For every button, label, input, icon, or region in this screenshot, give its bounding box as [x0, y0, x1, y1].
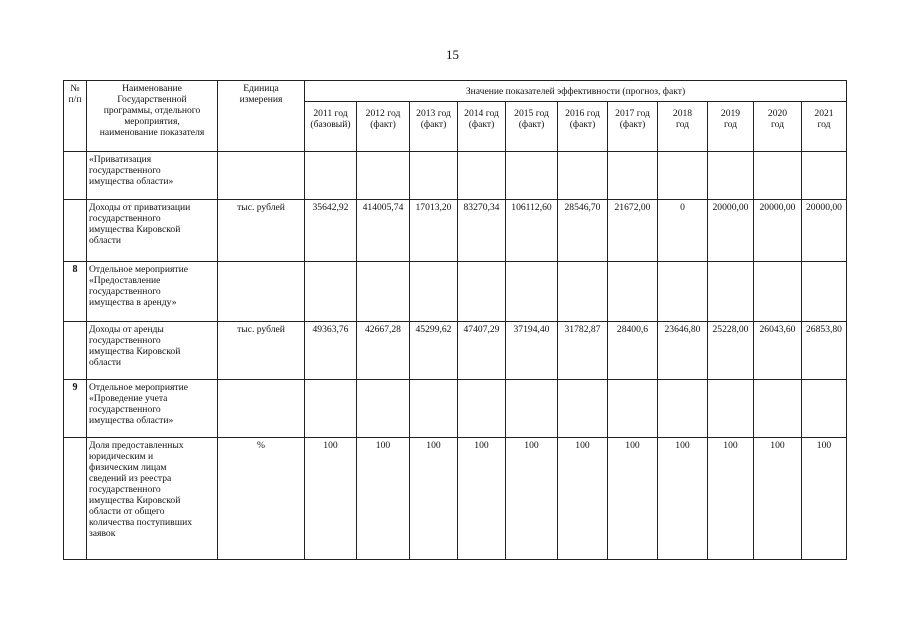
header-values-title: Значение показателей эффективности (прогноз, факт): [305, 81, 847, 102]
indicator-value: [802, 152, 847, 200]
indicator-value: [558, 152, 608, 200]
indicator-value: [608, 380, 658, 438]
indicator-value: 28400,6: [608, 322, 658, 380]
indicator-name: Доля предоставленных юридическим и физическим лицам сведений из реестра государственного имущества Кировской области от общего количества поступивших заявок: [87, 438, 218, 560]
indicator-value: [305, 152, 357, 200]
unit-of-measure: [218, 380, 305, 438]
unit-of-measure: [218, 262, 305, 322]
indicator-value: [410, 380, 458, 438]
indicator-value: 28546,70: [558, 200, 608, 262]
indicator-value: 100: [458, 438, 506, 560]
indicator-value: 100: [558, 438, 608, 560]
header-year: 2018 год: [658, 102, 708, 152]
header-year: 2011 год (базовый): [305, 102, 357, 152]
indicator-value: [305, 380, 357, 438]
indicator-value: 414005,74: [357, 200, 410, 262]
indicator-value: [608, 262, 658, 322]
unit-of-measure: [218, 152, 305, 200]
header-year: 2013 год (факт): [410, 102, 458, 152]
indicator-value: [754, 262, 802, 322]
indicator-value: [754, 152, 802, 200]
indicator-value: [708, 152, 754, 200]
indicator-value: 49363,76: [305, 322, 357, 380]
indicator-value: 20000,00: [708, 200, 754, 262]
header-year: 2016 год (факт): [558, 102, 608, 152]
table-row: [64, 322, 847, 380]
indicator-name: Отдельное мероприятие «Проведение учета государственного имущества области»: [87, 380, 218, 438]
indicator-value: 100: [357, 438, 410, 560]
row-number: [64, 438, 87, 560]
header-year: 2014 год (факт): [458, 102, 506, 152]
indicator-value: 23646,80: [658, 322, 708, 380]
header-year: 2021 год: [802, 102, 847, 152]
header-year: 2015 год (факт): [506, 102, 558, 152]
indicator-value: [558, 262, 608, 322]
indicator-value: [658, 262, 708, 322]
indicator-value: 100: [410, 438, 458, 560]
indicator-value: 100: [658, 438, 708, 560]
page-number: 15: [446, 47, 459, 62]
row-number: [64, 200, 87, 262]
indicator-value: 100: [754, 438, 802, 560]
indicator-value: 83270,34: [458, 200, 506, 262]
indicator-value: [658, 152, 708, 200]
table-row: [64, 200, 847, 262]
indicator-value: 100: [305, 438, 357, 560]
indicator-value: [305, 262, 357, 322]
indicator-value: [708, 380, 754, 438]
indicator-value: [506, 152, 558, 200]
indicator-value: [458, 380, 506, 438]
indicator-value: [458, 152, 506, 200]
indicator-value: 20000,00: [754, 200, 802, 262]
indicator-value: 25228,00: [708, 322, 754, 380]
indicator-value: 0: [658, 200, 708, 262]
indicator-value: [608, 152, 658, 200]
indicator-value: [658, 380, 708, 438]
indicator-value: [708, 262, 754, 322]
indicator-name: «Приватизация государственного имущества области»: [87, 152, 218, 200]
indicator-value: 37194,40: [506, 322, 558, 380]
unit-of-measure: тыс. рублей: [218, 322, 305, 380]
indicator-value: 106112,60: [506, 200, 558, 262]
table-row: [64, 380, 847, 438]
indicator-value: 21672,00: [608, 200, 658, 262]
indicator-value: [357, 152, 410, 200]
indicator-name: Доходы от аренды государственного имущества Кировской области: [87, 322, 218, 380]
table-row: [64, 438, 847, 560]
indicator-value: [558, 380, 608, 438]
row-number: [64, 152, 87, 200]
indicator-value: [410, 262, 458, 322]
header-year: 2019 год: [708, 102, 754, 152]
indicator-value: 100: [802, 438, 847, 560]
indicator-name: Отдельное мероприятие «Предоставление государственного имущества в аренду»: [87, 262, 218, 322]
indicator-value: 100: [506, 438, 558, 560]
performance-indicators-table: [63, 80, 847, 560]
indicator-value: 26043,60: [754, 322, 802, 380]
row-number: 9: [64, 380, 87, 438]
unit-of-measure: тыс. рублей: [218, 200, 305, 262]
unit-of-measure: %: [218, 438, 305, 560]
indicator-value: [357, 380, 410, 438]
indicator-value: [357, 262, 410, 322]
indicator-value: 26853,80: [802, 322, 847, 380]
header-unit: Единица измерения: [218, 81, 305, 152]
indicator-value: 100: [708, 438, 754, 560]
table-row: [64, 262, 847, 322]
indicator-value: 100: [608, 438, 658, 560]
indicator-value: 45299,62: [410, 322, 458, 380]
indicator-value: [802, 262, 847, 322]
header-year: 2017 год (факт): [608, 102, 658, 152]
indicator-value: [506, 262, 558, 322]
indicator-value: 35642,92: [305, 200, 357, 262]
table-row: [64, 152, 847, 200]
header-year: 2020 год: [754, 102, 802, 152]
indicator-value: [802, 380, 847, 438]
header-name: Наименование Государственной программы, отдельного мероприятия, наименование показателя: [87, 81, 218, 152]
indicator-value: 47407,29: [458, 322, 506, 380]
indicator-value: [506, 380, 558, 438]
indicator-value: 20000,00: [802, 200, 847, 262]
indicator-value: [458, 262, 506, 322]
row-number: 8: [64, 262, 87, 322]
indicator-value: [410, 152, 458, 200]
header-num: № п/п: [64, 81, 87, 152]
header-year: 2012 год (факт): [357, 102, 410, 152]
indicator-value: 17013,20: [410, 200, 458, 262]
indicator-name: Доходы от приватизации государственного имущества Кировской области: [87, 200, 218, 262]
indicator-value: [754, 380, 802, 438]
indicator-value: 42667,28: [357, 322, 410, 380]
row-number: [64, 322, 87, 380]
indicator-value: 31782,87: [558, 322, 608, 380]
